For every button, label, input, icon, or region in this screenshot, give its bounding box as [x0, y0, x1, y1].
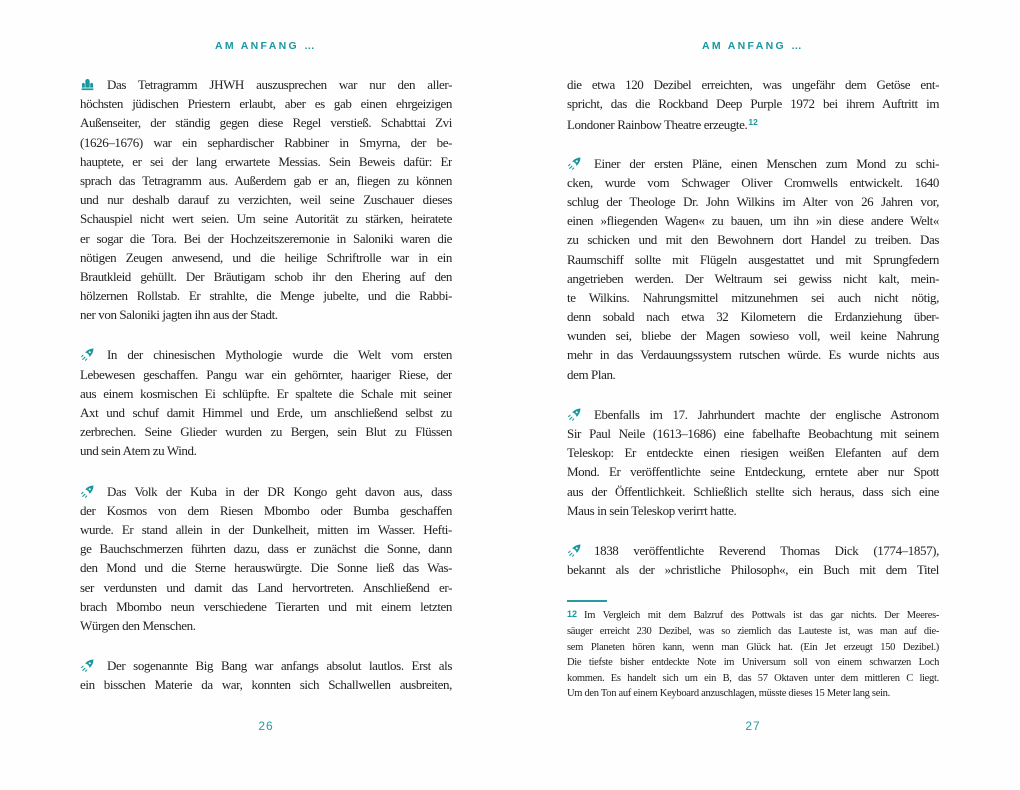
text-line: (1626–1676) war ein sephardischer Rabbiner in Smyrna, der be- [80, 134, 452, 150]
text-line: hauptete, er sei der lang erwartete Messias. Sein Beweis dafür: Er [80, 153, 452, 169]
text-line: schlug der Theologe Dr. John Wilkins im Alter von 26 Jahren vor, [567, 193, 939, 209]
text-line: sprach das Tetragramm aus. Außerdem gab er an, fliegen zu können [80, 172, 452, 188]
page-number-left: 26 [258, 719, 274, 733]
paragraph-tetragramm [80, 75, 452, 324]
page-number-right: 27 [745, 719, 761, 733]
paragraph-big-bang [80, 656, 452, 694]
text-line: höchsten jüdischen Priestern erlaubt, aber es gab einen ehrgeizigen [80, 96, 452, 112]
text-line: Außenseiter, der ständig gegen diese Regel verstieß. Schabttai Zvi [80, 115, 452, 131]
paragraph-text [80, 75, 452, 324]
text-line: Teleskop: Er entdeckte einen riesigen weißen Elefanten auf dem [567, 445, 939, 461]
text-line: denn sobald nach etwa 32 Kilometern die Erdanziehung über- [567, 309, 939, 325]
text-line: er sogar die Tora. Bei der Hochzeitszeremonie in Saloniki waren die [80, 230, 452, 246]
paragraph-text [80, 656, 452, 694]
text-line: ser verdunsten und damit das Land hervortreten. Anschließend er- [80, 579, 452, 595]
text-line: cken, wurde vom Schwager Oliver Cromwells entwickelt. 1640 [567, 174, 939, 190]
text-line: Um den Ton auf einem Keyboard anzuschlagen, müsste dieses 15 Meter lang sein. [567, 688, 890, 700]
text-line: Im Vergleich mit dem Balzruf des Pottwals ist das gar nichts. Der Meeres- [584, 610, 939, 622]
paragraph-pangu [80, 345, 452, 460]
text-line: und sein Atem zu Wind. [80, 443, 197, 459]
left-page [80, 40, 452, 752]
paragraph-wilkins [567, 154, 939, 384]
text-line: der Kosmos von dem Riesen Mbombo oder Bumba geschaffen [80, 502, 452, 518]
text-line: den Mond und die Sterne herauswürgte. Die Sonne ließ das Was- [80, 560, 452, 576]
paragraph-text [567, 75, 939, 113]
text-line: Schauspiel nicht wert seien. Um seine Autorität zu stärken, heiratete [80, 211, 452, 227]
text-line: dem Plan. [567, 366, 616, 382]
text-line: ner von Saloniki jagten ihn aus der Stadt. [80, 307, 278, 323]
text-line: wurde. Er stand allein in der Dunkelheit, mitten im Wasser. Hefti- [80, 521, 452, 537]
paragraph-thomas-dick [567, 541, 939, 579]
text-line: wunden sei, bliebe der Magen sowieso voll, weil keine Nahrung [567, 328, 939, 344]
paragraph-text [567, 154, 939, 384]
text-line: brach Mbombo neun verschiedene Tierarten und mit einem letzten [80, 598, 452, 614]
text-line: kommen. Es handelt sich um ein B, das 57 Oktaven unter dem mittleren C liegt. [567, 672, 939, 684]
text-line: ein bisschen Materie da war, konnten sich Schallwellen ausbreiten, [80, 677, 452, 693]
text-line: die etwa 120 Dezibel erreichten, was ungefähr dem Getöse ent- [567, 77, 939, 92]
text-line: Sir Paul Neile (1613–1686) eine fabelhafte Beobachtung mit seinem [567, 426, 939, 441]
paragraph-text [80, 482, 452, 636]
rocket-icon [80, 347, 95, 362]
running-header: AM ANFANG … [702, 40, 804, 52]
text-line: Einer der ersten Pläne, einen Menschen zum Mond zu schi- [594, 155, 939, 171]
text-line: aus einem kosmischen Ei schlüpfte. Er spaltete die Schale mit seiner [80, 385, 452, 401]
text-line: nötigen Zeugen anwesend, und die heilige Schriftrolle war in ein [80, 249, 452, 265]
paragraph-text [567, 405, 939, 520]
text-line: 1838 veröffentlichte Reverend Thomas Dick (1774–1857), [594, 542, 939, 558]
text-line: angetrieben werden. Der Weltraum sei gewiss nicht kalt, mein- [567, 270, 939, 286]
text-line: Ebenfalls im 17. Jahrhundert machte der englische Astronom [594, 406, 939, 422]
running-header: AM ANFANG … [215, 40, 317, 52]
paragraph-dezibel-continuation [567, 75, 939, 133]
text-line: zu schicken und mit den Bewohnern dort Handel zu treiben. Das [567, 232, 939, 248]
text-line: aus der Öffentlichkeit. Schließlich stellte sich heraus, dass sich eine [567, 483, 939, 499]
temple-icon [80, 77, 95, 92]
rocket-icon [567, 407, 582, 422]
text-line: Das Tetragramm JHWH auszusprechen war nur den aller- [107, 77, 452, 92]
paragraph-neile [567, 405, 939, 520]
right-page [567, 40, 939, 752]
text-line: bekannt als der »christliche Philosoph«, ein Buch mit dem Titel [567, 562, 939, 578]
text-line: zerbrechen. Seine Glieder wurden zu Bergen, sein Blut zu Flüssen [80, 424, 452, 440]
text-line: Axt und schuf damit Himmel und Erde, um anschließend selbst zu [80, 405, 452, 420]
text-line: hölzernen Rollstab. Er strahlte, die Menge jubelte, und die Rabbi- [80, 288, 452, 304]
text-line: Maus in sein Teleskop verirrt hatte. [567, 502, 737, 518]
paragraph-last-line: Londoner Rainbow Theatre erzeugte.$^{12}$ [567, 117, 758, 133]
text-line: Der sogenannte Big Bang war anfangs absolut lautlos. Erst als [107, 658, 452, 674]
text-line: Brautkleid gehüllt. Der Bräutigam schob ihr den Ehering auf den [80, 268, 452, 284]
rocket-icon [80, 484, 95, 499]
text-line: Raumschiff sollte mit Flügeln ausgestattet und mit Sprungfedern [567, 251, 939, 267]
text-line: Würgen den Menschen. [80, 617, 196, 633]
rocket-icon [80, 658, 95, 673]
footnote-reference: 12 [748, 117, 758, 128]
footnote-separator [567, 600, 607, 602]
text-line: säuger erreicht 230 Dezibel, was so ziemlich das Lauteste ist, was man auf die- [567, 625, 939, 637]
paragraph-text [80, 345, 452, 460]
rocket-icon [567, 543, 582, 558]
footnote-marker: 12 [567, 609, 578, 620]
footnote [567, 608, 939, 702]
text-line: Lebewesen geschaffen. Pangu war ein gehörnter, haariger Riese, der [80, 366, 452, 382]
text-line: einen »fliegenden Wagen« zu bauen, um ihn »in diese andere Welt« [567, 213, 939, 229]
text-line: Die tiefste bisher entdeckte Note im Universum soll von einem schwarzen Loch [567, 657, 939, 669]
text-line: sem Planeten hören kann, wenn man Glück hat. (Ein Jet erzeugt 150 Dezibel.) [567, 641, 939, 653]
text-line: Das Volk der Kuba in der DR Kongo geht davon aus, dass [107, 483, 452, 499]
text-line: spricht, das die Rockband Deep Purple 1972 bei ihrem Auftritt im [567, 96, 939, 112]
text-line: mehr in das Verdauungssystem rutschen würde. Es wurde nichts aus [567, 347, 939, 363]
rocket-icon [567, 156, 582, 171]
text-line: und nur deshalb darauf zu verzichten, weil seine Zuschauer dieses [80, 192, 452, 208]
footnote-text [567, 608, 939, 702]
text-line: te Wilkins. Nahrungsmittel mitzunehmen sei auch nicht nötig, [567, 289, 939, 305]
paragraph-text [567, 541, 939, 579]
paragraph-mbombo [80, 482, 452, 636]
text-line: ge Bauchschmerzen führten dazu, dass er zunächst die Sonne, dann [80, 541, 452, 557]
text-line: Mond. Er veröffentlichte seine Entdeckung, erntete aber nur Spott [567, 464, 939, 480]
text-line: In der chinesischen Mythologie wurde die Welt vom ersten [107, 347, 452, 363]
